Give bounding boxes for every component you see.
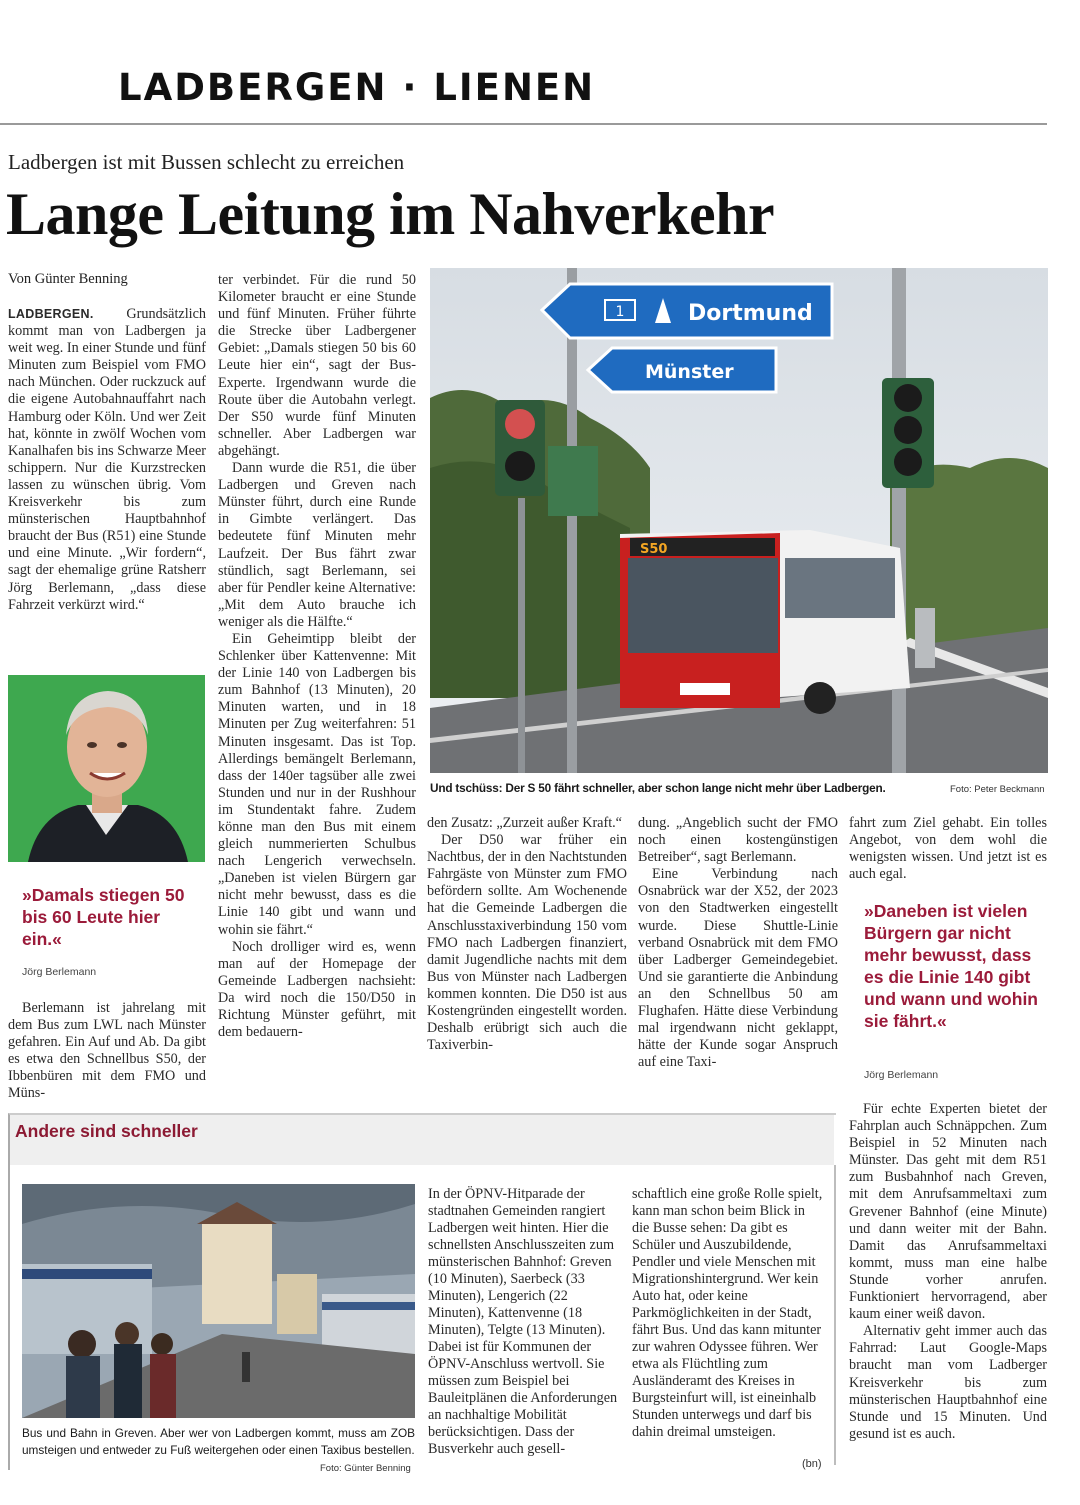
sign-dortmund bbox=[542, 284, 832, 338]
greven-photo-credit: Foto: Günter Benning bbox=[320, 1463, 411, 1474]
article-column-1 bbox=[8, 306, 206, 614]
greven-photo-caption: Bus und Bahn in Greven. Aber wer von Ladbergen kommt, muss am ZOB umsteigen und entweder zu Fuß weitergehen oder einen Taxibus bestellen. bbox=[22, 1426, 415, 1457]
article-column-3 bbox=[427, 815, 627, 1054]
sidebar-box-title: Andere sind schneller bbox=[15, 1121, 198, 1141]
paragraph: Der D50 war früher ein Nachtbus, der in den Nachtstunden Fahrgäste von Münster zum FMO befördern sollte. Am Wochenende hat die Gemeinde Ladbergen die Anschlusstaxiverbindung 150 vom FMO nach Ladbergen finanziert, damit Jugendliche nachts mit dem Bus von Münster nach Ladbergen kommen konnten. Die D50 ist aus Kostengründen eingestellt worden. Deshalb erübrigt sich auch die Taxiverbin- bbox=[427, 832, 627, 1054]
sidebar-column-1: In der ÖPNV-Hitparade der stadtnahen Gemeinden rangiert Ladbergen weit hinten. Hier die schnellsten Anschlusszeiten zum münsterischen Bahnhof: Greven (10 Minuten), Saerbeck (33 Minuten), Lengerich (22 Minuten), Kattenvenne (18 Minuten), Telgte (13 Minuten). Dabei ist für Kommunen der ÖPNV-Anschluss wertvoll. Sie müssen zum Beispiel bei Bauleitplänen die Anforderungen an nachhaltige Mobilität berücksichtigen. Dass der Busverkehr auch gesell- bbox=[428, 1186, 618, 1457]
article-column-5-continued bbox=[849, 1101, 1047, 1443]
paragraph: Alternativ geht immer auch das Fahrrad: Laut Google-Maps braucht man vom Ladberger Kreisverkehr bis zum münsterischen Hauptbahnhof eine Stunde und 15 Minuten. Und gesund ist es auch. bbox=[849, 1323, 1047, 1442]
article-column-2 bbox=[218, 272, 416, 1041]
paragraph: fahrt zum Ziel gehabt. Ein tolles Angebot, von dem wohl die wenigsten wissen. Und jetzt ist es auch egal. bbox=[849, 815, 1047, 883]
paragraph: Dann wurde die R51, die über Ladbergen und Greven nach Münster führt, durch eine Runde in Gimbte verlängert. Das bedeutete fünf Minuten mehr Laufzeit. Der Bus fährt zwar stündlich, sagt Berlemann, sei aber für Pendler keine Alternative: „Mit dem Auto brauche ich weniger als die Hälfte.“ bbox=[218, 460, 416, 630]
sidebar-column-2 bbox=[632, 1186, 824, 1441]
station-scene-image bbox=[22, 1184, 415, 1418]
paragraph: schaftlich eine große Rolle spielt, kann man schon beim Blick in die Busse sehen: Da gibt es Schüler und Auszubildende, Pendler und viele Menschen mit Migrationshintergrund. Wer kein Auto hat, oder keine Parkmöglichkeiten in der Stadt, fährt Bus. Und das kann mitunter zur wahren Odyssee führen. Wer etwa als Flüchtling zum Ausländeramt des Kreises in Burgsteinfurt will, ist eineinhalb Stunden unterwegs und darf bis dahin dreimal umsteigen. bbox=[632, 1186, 823, 1440]
header-divider bbox=[0, 123, 1047, 125]
svg-text:S50: S50 bbox=[640, 542, 668, 557]
pull-quote-1: »Damals stiegen 50 bis 60 Leute hier ein.« bbox=[22, 885, 185, 949]
article-column-1-continued bbox=[8, 1000, 206, 1103]
paragraph: ter verbindet. Für die rund 50 Kilometer braucht er eine Stunde und fünf Minuten. Früher führte die Strecke über Ladbergener Gebiet: „Damals stiegen 50 bis 60 Leute hier ein“, sagt der Bus-Experte. Irgendwann wurde die Route über die Autobahn verlegt. Der S50 wurde fünf Minuten schneller. Aber Ladbergen war abgehängt. bbox=[218, 272, 416, 459]
section-title: LADBERGEN · LIENEN bbox=[118, 66, 596, 109]
article-kicker: Ladbergen ist mit Bussen schlecht zu erreichen bbox=[8, 150, 405, 174]
pull-quote-2-author: Jörg Berlemann bbox=[864, 1069, 939, 1081]
paragraph: Für echte Experten bietet der Fahrplan auch Schnäppchen. Zum Beispiel in 52 Minuten nach Münster. Das geht mit dem R51 zum Busbahnhof nach Greven, mit dem Anrufsammeltaxi zum Grevener Bahnhof (eine Minute) und dann weiter mit der Bahn. Damit das Anrufsammeltaxi kommt, muss man eine halbe Stunde vorher anrufen. Funktioniert hervorragend, aber kaum einer weiß davon. bbox=[849, 1101, 1047, 1323]
greven-station-photo bbox=[22, 1184, 415, 1418]
paragraph: den Zusatz: „Zurzeit außer Kraft.“ bbox=[427, 815, 622, 831]
main-photo-credit: Foto: Peter Beckmann bbox=[950, 784, 1045, 795]
svg-text:1: 1 bbox=[615, 304, 625, 320]
dateline: LADBERGEN. bbox=[8, 307, 94, 321]
pull-quote-1-author: Jörg Berlemann bbox=[22, 966, 97, 978]
article-headline: Lange Leitung im Nahverkehr bbox=[6, 181, 775, 247]
paragraph: Berlemann ist jahrelang mit dem Bus zum LWL nach Münster gefahren. Ein Auf und Ab. Da gibt es etwa den Schnellbus S50, der Ibbenbüren mit dem FMO und Müns- bbox=[8, 1000, 206, 1102]
svg-text:Dortmund: Dortmund bbox=[688, 301, 813, 326]
main-photo bbox=[430, 268, 1048, 773]
portrait-person-image bbox=[8, 675, 205, 862]
sign-muenster bbox=[588, 348, 776, 392]
paragraph: Noch drolliger wird es, wenn man auf der Homepage der Gemeinde Ladbergen nachsieht: Da wird noch die 150/D50 in Richtung Münster geführt, mit dem bedauern- bbox=[218, 938, 416, 1041]
paragraph: Grundsätzlich kommt man von Ladbergen ja weit weg. In einer Stunde und fünf Minuten zum Beispiel vom FMO nach München. Oder ruckzuck auf die eigene Autobahnauffahrt nach Hamburg oder Köln. Und wer Zeit hat, könnte in zwölf Wochen vom Kanalhafen bis ins Schwarze Meer schippern. Nur die Kurzstrecken lassen zu wünschen übrig. Vom Kreisverkehr bis zum münsterischen Hauptbahnhof braucht der Bus (R51) eine Stunde und eine Minute. „Wir fordern“, sagt der ehemalige grüne Ratsherr Jörg Berlemann, „dass diese Fahrzeit verkürzt wird.“ bbox=[8, 306, 206, 613]
pull-quote-2: »Daneben ist vielen Bürgern gar nicht mehr bewusst, dass es die Linie 140 gibt und wann und wohin sie fährt.« bbox=[864, 901, 1038, 1031]
article-column-4 bbox=[638, 815, 838, 1071]
main-photo-caption: Und tschüss: Der S 50 fährt schneller, aber schon lange nicht mehr über Ladbergen. bbox=[430, 781, 886, 795]
paragraph: dung. „Angeblich sucht der FMO noch einen kostengünstigen Betreiber“, sagt Berlemann. bbox=[638, 815, 838, 866]
paragraph: Eine Verbindung nach Osnabrück war der X52, der 2023 von den Stadtwerken eingestellt wurde. Diese Shuttle-Linie verband Osnabrück mit dem FMO über Ladberger Gemeindegebiet. Und sie garantierte die Anbindung an den Schnellbus 50 am Flughafen. Hätte diese Verbindung mal irgendwann nicht geklappt, hätte der Kunde sogar Anspruch auf eine Taxi- bbox=[638, 866, 838, 1071]
sidebar-author-tag: (bn) bbox=[802, 1458, 822, 1470]
traffic-light-right bbox=[882, 378, 934, 488]
article-column-5 bbox=[849, 815, 1047, 883]
article-byline: Von Günter Benning bbox=[8, 271, 128, 287]
portrait-photo bbox=[8, 675, 205, 862]
svg-text:Münster: Münster bbox=[645, 361, 734, 383]
sidebar-right-border bbox=[834, 1165, 836, 1465]
bus-s50 bbox=[620, 530, 910, 714]
bus-street-image bbox=[430, 268, 1048, 773]
paragraph: Ein Geheimtipp bleibt der Schlenker über Kattenvenne: Mit der Linie 140 von Ladbergen bis zum Bahnhof (13 Minuten), 20 Minuten warten, und in 18 Minuten per Zug weiterfahren: 51 Minuten insgesamt. Das ist Top. Allerdings bemängelt Berlemann, dass der 140er tagsüber alle zwei Stunden und nur in der Rushhour im Stundentakt fahre. Zudem könne man den Bus mit einem gleich nummerierten Schulbus nach Lengerich verwechseln. „Daneben ist vielen Bürgern gar nicht mehr bewusst, dass es die Linie 140 gibt und wann und wohin sie fährt.“ bbox=[218, 630, 416, 938]
